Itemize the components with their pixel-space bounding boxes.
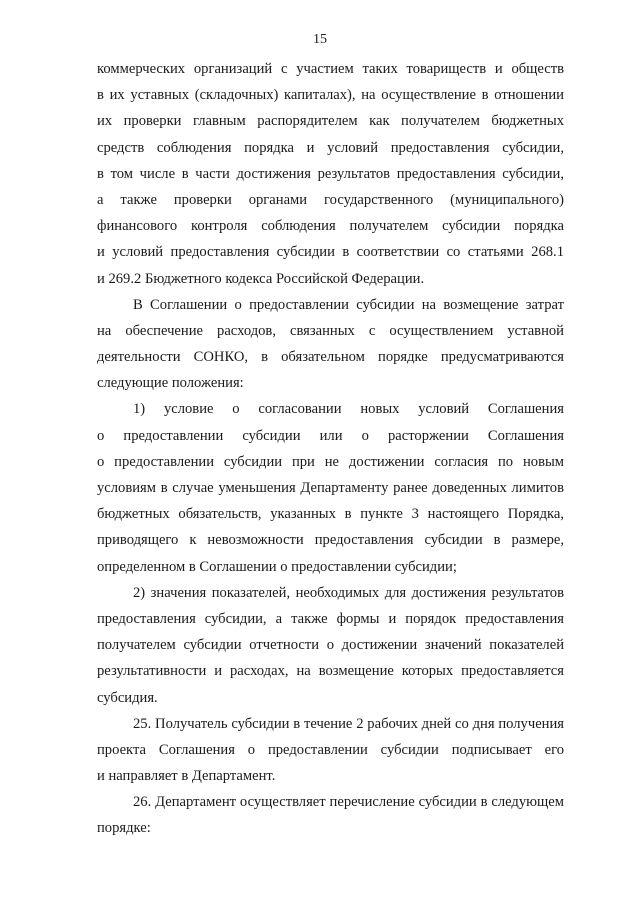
text-line: о предоставлении субсидии или о расторжении Соглашения bbox=[97, 427, 564, 444]
text-line: В Соглашении о предоставлении субсидии на возмещение затрат bbox=[133, 296, 564, 313]
page-number: 15 bbox=[313, 32, 327, 47]
text-line: порядке: bbox=[97, 820, 151, 837]
text-line: 2) значения показателей, необходимых для достижения результатов bbox=[133, 584, 564, 601]
text-line: 26. Департамент осуществляет перечисление субсидии в следующем bbox=[133, 794, 564, 811]
text-line: коммерческих организаций с участием таких товариществ и обществ bbox=[97, 61, 564, 77]
text-line: средств соблюдения порядка и условий предоставления субсидии, bbox=[97, 139, 564, 156]
text-line: проекта Соглашения о предоставлении субсидии подписывает его bbox=[97, 741, 564, 758]
text-line: на обеспечение расходов, связанных с осуществлением уставной bbox=[97, 322, 564, 339]
text-line: их проверки главным распорядителем как получателем бюджетных bbox=[97, 113, 564, 130]
text-line: и 269.2 Бюджетного кодекса Российской Федерации. bbox=[97, 270, 425, 287]
text-line: и условий предоставления субсидии в соответствии со статьями 268.1 bbox=[97, 244, 564, 261]
text-line: 1) условие о согласовании новых условий Соглашения bbox=[133, 401, 564, 418]
text-line: предоставления субсидии, а также формы и порядок предоставления bbox=[97, 610, 564, 627]
text-line: следующие положения: bbox=[97, 375, 244, 392]
text-line: условиям в случае уменьшения Департаменту ранее доведенных лимитов bbox=[97, 480, 564, 496]
text-line: и направляет в Департамент. bbox=[97, 768, 276, 785]
text-line: в том числе в части достижения результатов предоставления субсидии, bbox=[97, 165, 564, 182]
text-line: о предоставлении субсидии при не достижении согласия по новым bbox=[97, 453, 564, 470]
text-line: в их уставных (складочных) капиталах), на осуществление в отношении bbox=[97, 87, 564, 104]
text-line: бюджетных обязательств, указанных в пункте 3 настоящего Порядка, bbox=[97, 506, 564, 523]
text-line: получателем субсидии отчетности о достижении значений показателей bbox=[97, 637, 564, 654]
text-line: определенном в Соглашении о предоставлении субсидии; bbox=[97, 558, 457, 575]
text-line: финансового контроля соблюдения получателем субсидии порядка bbox=[97, 218, 564, 235]
text-line: приводящего к невозможности предоставления субсидии в размере, bbox=[97, 532, 564, 549]
text-line: результативности и расходах, на возмещение которых предоставляется bbox=[97, 663, 564, 680]
text-line: деятельности СОНКО, в обязательном порядке предусматриваются bbox=[97, 349, 564, 366]
document-body bbox=[97, 56, 564, 842]
text-line: а также проверки органами государственного (муниципального) bbox=[97, 191, 564, 208]
text-line: субсидия. bbox=[97, 689, 158, 706]
text-line: 25. Получатель субсидии в течение 2 рабочих дней со дня получения bbox=[133, 715, 564, 732]
